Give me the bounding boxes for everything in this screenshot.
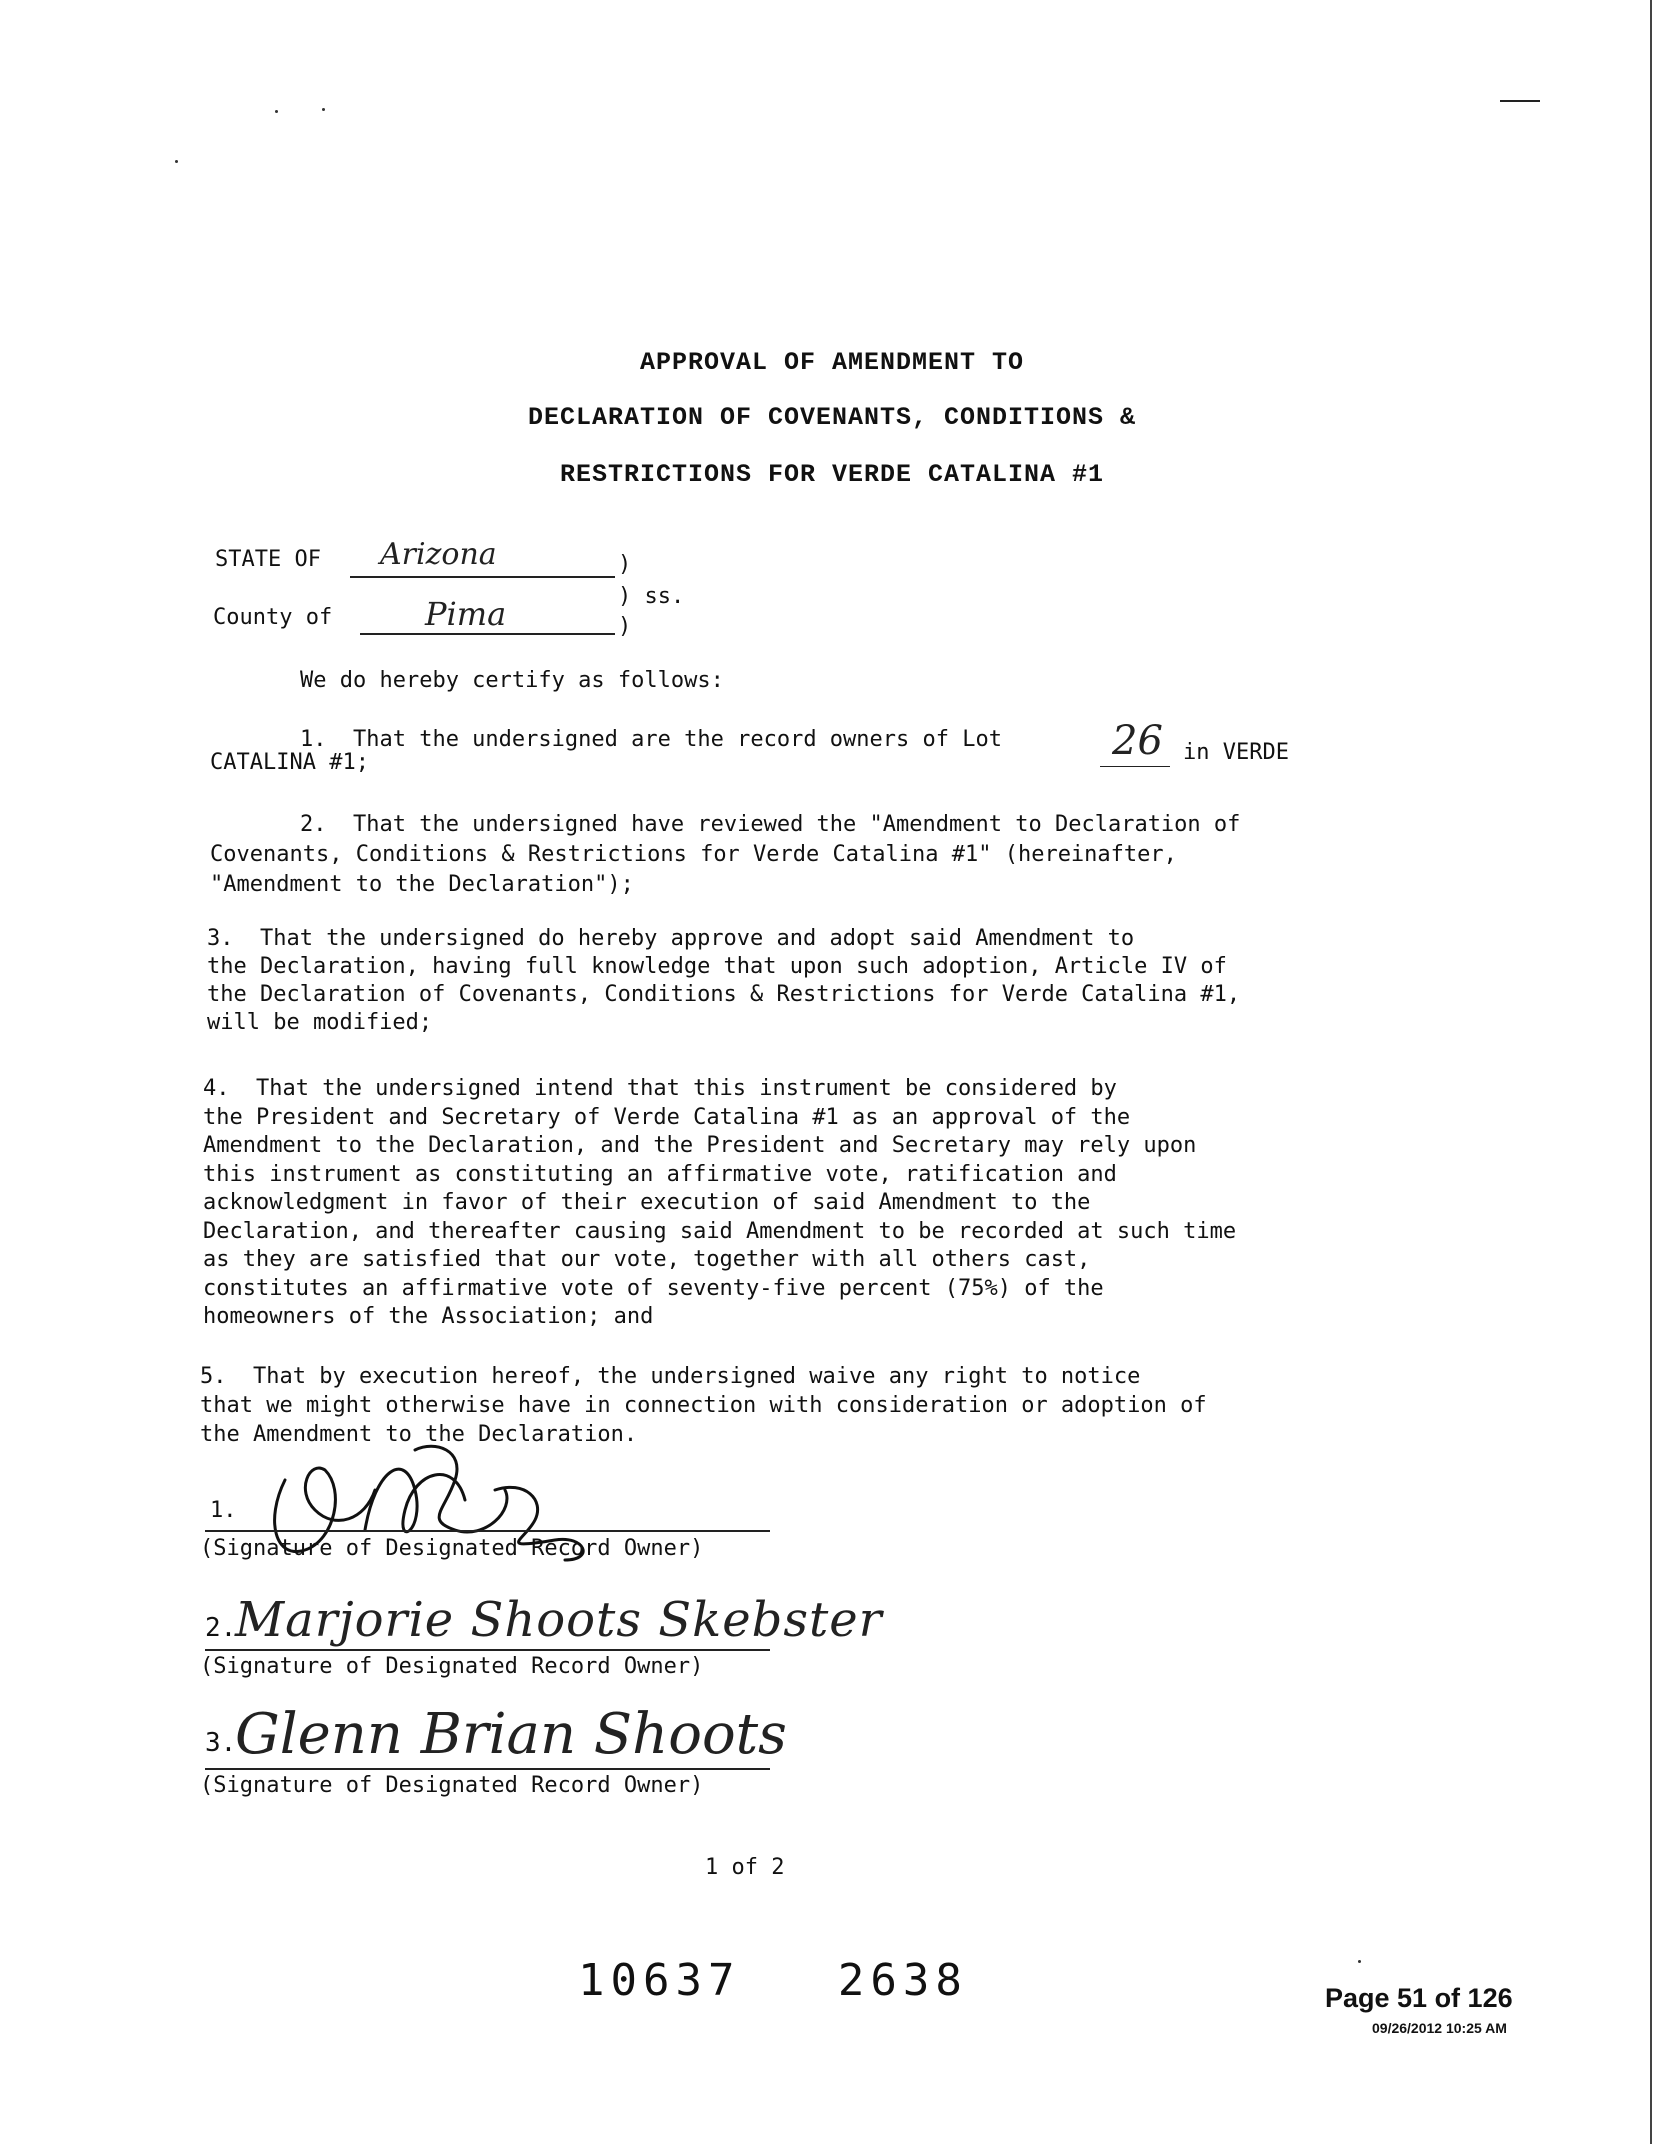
county-paren: ) [618, 614, 632, 639]
signature-3-caption: (Signature of Designated Record Owner) [200, 1773, 704, 1798]
scan-speck [275, 110, 278, 113]
item-5-text: 5. That by execution hereof, the undersigned waive any right to notice that we might otherwise have in connection with consideration or adoption of the Amendment to the Declaration. [200, 1364, 1207, 1447]
county-label: County of [213, 605, 333, 630]
signature-2-caption: (Signature of Designated Record Owner) [200, 1654, 704, 1679]
signature-2-line [205, 1649, 770, 1651]
lot-underline [1100, 766, 1170, 767]
county-handwritten-value: Pima [425, 595, 507, 633]
item-3-text: 3. That the undersigned do hereby approve and adopt said Amendment to the Declaration, having full knowledge that upon such adoption, Article IV of the Declaration of Covenants, Conditions & Restrictions for Verde Catalina #1, will be modified; [207, 926, 1241, 1035]
document-title-line-1: APPROVAL OF AMENDMENT TO [639, 348, 1025, 377]
state-handwritten-value: Arizona [380, 537, 497, 572]
signature-3-number: 3. [205, 1728, 237, 1758]
signature-3-handwritten: Glenn Brian Shoots [235, 1702, 787, 1767]
signature-3-line [205, 1768, 770, 1770]
signature-2-handwritten: Marjorie Shoots Skebster [235, 1592, 883, 1648]
certify-intro: We do hereby certify as follows: [300, 668, 724, 693]
signature-1-line [205, 1530, 770, 1532]
item-1-text-cont: in VERDE [1183, 740, 1289, 765]
scan-speck [175, 160, 178, 163]
document-title-line-2: DECLARATION OF COVENANTS, CONDITIONS & [527, 403, 1137, 432]
page-of-indicator: 1 of 2 [705, 1855, 785, 1880]
page-timestamp: 09/26/2012 10:25 AM [1372, 2020, 1507, 2036]
state-label: STATE OF [215, 547, 321, 572]
item-1-text-line2: CATALINA #1; [210, 750, 369, 775]
document-title-line-3: RESTRICTIONS FOR VERDE CATALINA #1 [559, 460, 1105, 489]
state-underline [350, 576, 615, 578]
scan-speck [322, 108, 325, 111]
state-paren: ) [618, 552, 632, 577]
item-1-text: 1. That the undersigned are the record owners of Lot [300, 727, 1002, 752]
scan-speck [1358, 1960, 1361, 1963]
scan-edge-line [1650, 0, 1652, 2144]
lot-handwritten-value: 26 [1112, 718, 1163, 764]
county-underline [360, 633, 615, 635]
item-2-text: 2. That the undersigned have reviewed the "Amendment to Declaration of Covenants, Conditions & Restrictions for Verde Catalina #1" (hereinafter, "Amendment to the Declaration"); [210, 812, 1241, 897]
signature-1-caption: (Signature of Designated Record Owner) [200, 1536, 704, 1561]
item-4-text: 4. That the undersigned intend that this instrument be considered by the President and Secretary of Verde Catalina #1 as an approval of the Amendment to the Declaration, and the President and Secretary may rely upon this instrument as constituting an affirmative vote, ratification and acknowledgment in favor of their execution of said Amendment to the Declaration, and thereafter causing said Amendment to be recorded at such time as they are satisfied that our vote, together with all others cast, constitutes an affirmative vote of seventy-five percent (75%) of the homeowners of the Association; and [203, 1076, 1237, 1329]
recording-number: 10637 2638 [578, 1955, 968, 2006]
scan-mark [1500, 100, 1540, 102]
ss-label: ) ss. [618, 584, 685, 609]
page-count-stamp: Page 51 of 126 [1325, 1983, 1513, 2013]
signature-2-number: 2. [205, 1613, 237, 1643]
signature-1-number: 1. [210, 1498, 237, 1523]
